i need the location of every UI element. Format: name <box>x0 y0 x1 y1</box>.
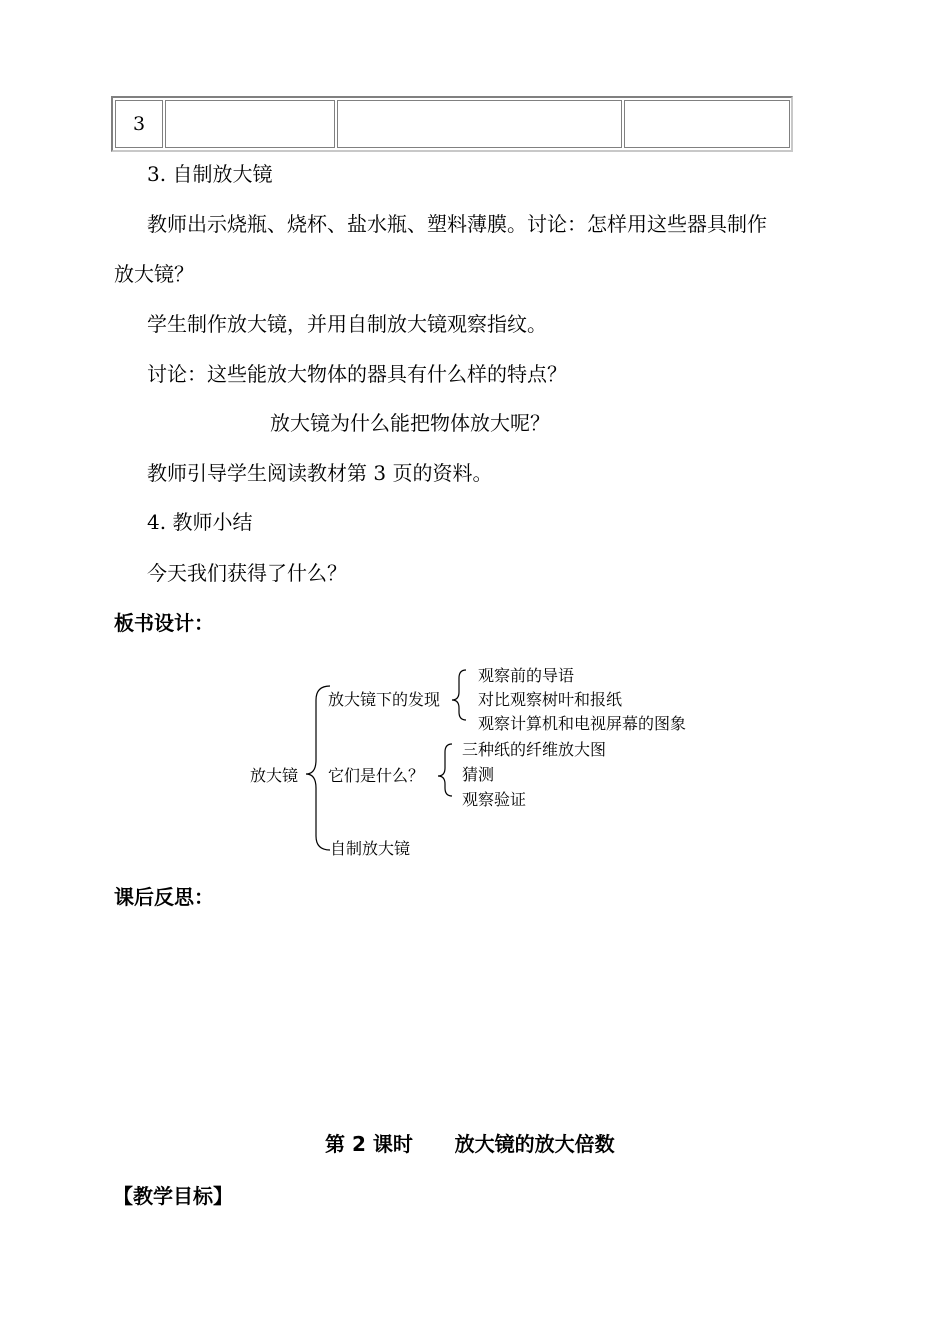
paragraph-4: 放大镜为什么能把物体放大呢？ <box>270 411 550 435</box>
paragraph-2: 学生制作放大镜，并用自制放大镜观察指纹。 <box>147 312 547 336</box>
diagram-branch2-label: 它们是什么？ <box>328 766 425 785</box>
diagram-branch1-item: 观察前的导语 <box>478 666 575 685</box>
diagram-branch2-item: 观察验证 <box>462 790 527 809</box>
paragraph-1-line-1: 教师出示烧瓶、烧杯、盐水瓶、塑料薄膜。讨论：怎样用这些器具制作 <box>147 212 767 236</box>
diagram-branch2-item: 三种纸的纤维放大图 <box>462 740 607 759</box>
section-4-title: 4. 教师小结 <box>147 510 253 534</box>
diagram-branch1-item: 对比观察树叶和报纸 <box>478 690 623 709</box>
diagram-branch1-item: 观察计算机和电视屏幕的图象 <box>478 714 687 733</box>
diagram-branch1-label: 放大镜下的发现 <box>328 690 441 709</box>
lesson-title: 第 2 课时 放大镜的放大倍数 <box>325 1132 615 1156</box>
objectives-heading: 【教学目标】 <box>113 1184 233 1208</box>
diagram-branch2-item: 猜测 <box>462 765 495 784</box>
paragraph-5: 教师引导学生阅读教材第 3 页的资料。 <box>147 461 493 485</box>
branch2-brace <box>438 744 452 796</box>
paragraph-6: 今天我们获得了什么？ <box>147 561 347 585</box>
diagram-branch3-label: 自制放大镜 <box>330 839 411 858</box>
board-design-heading: 板书设计： <box>114 611 214 635</box>
row-number: 3 <box>132 113 146 135</box>
branch1-brace <box>452 670 466 720</box>
diagram-root: 放大镜 <box>250 766 299 785</box>
section-3-title: 3. 自制放大镜 <box>147 162 273 186</box>
paragraph-3: 讨论：这些能放大物体的器具有什么样的特点？ <box>147 362 567 386</box>
paragraph-1-line-2: 放大镜？ <box>114 262 194 286</box>
reflection-heading: 课后反思： <box>114 885 214 909</box>
root-brace <box>306 686 330 850</box>
